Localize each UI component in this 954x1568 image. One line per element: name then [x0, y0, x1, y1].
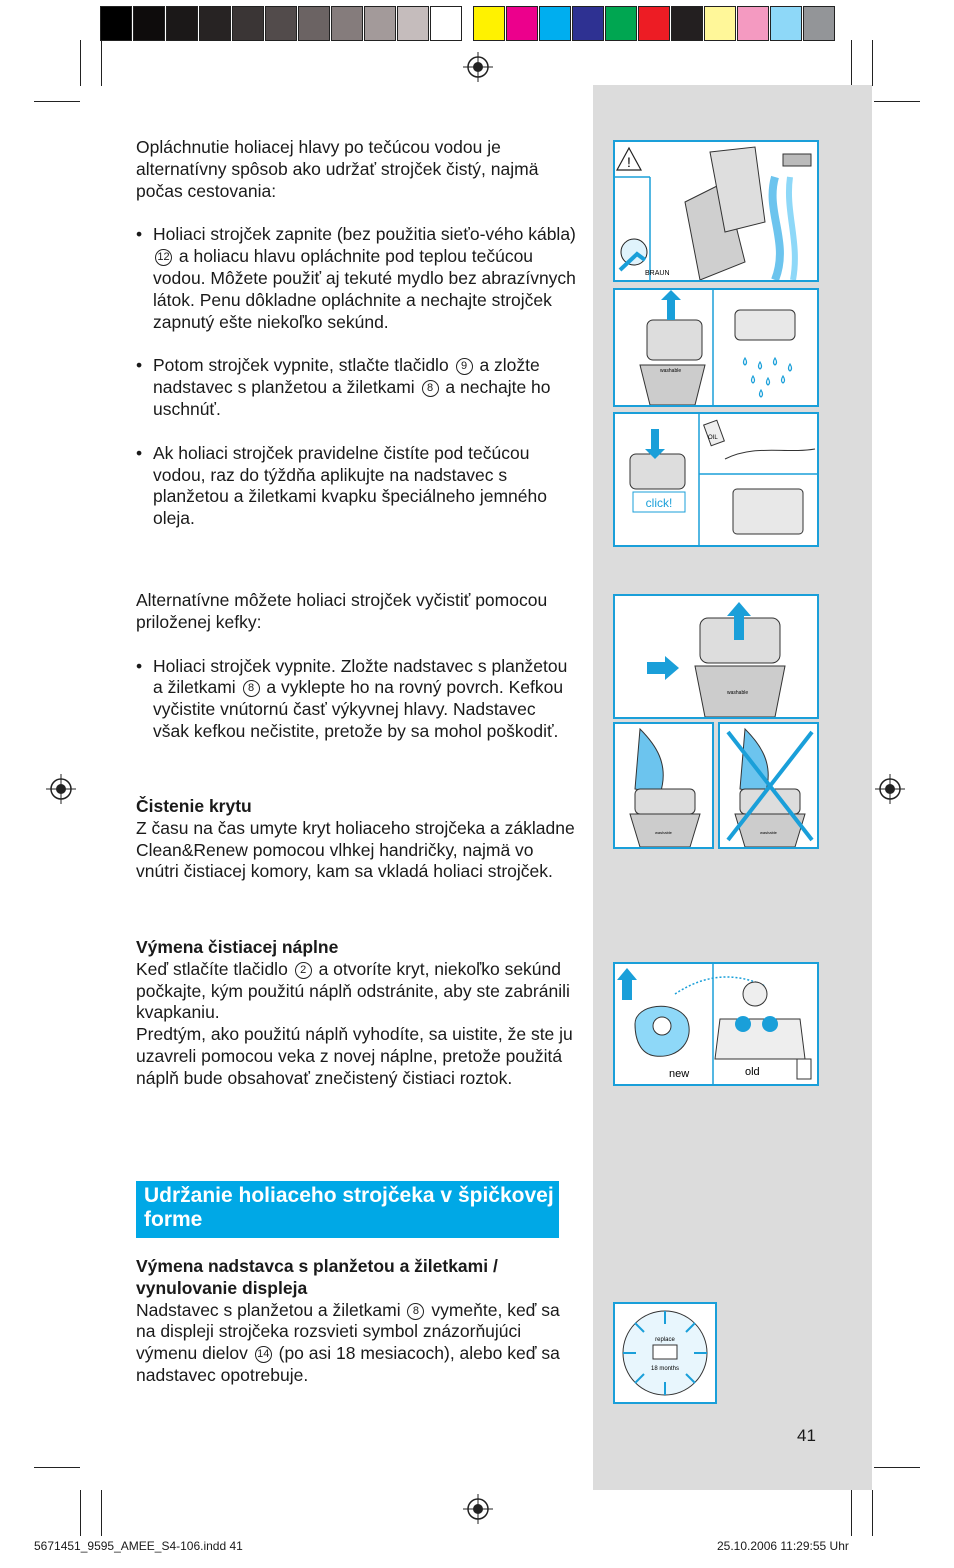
page-number: 41: [797, 1426, 816, 1445]
color-swatch: [265, 6, 297, 41]
replace-title: Výmena nadstavca s planžetou a žiletkami / vynulovanie displeja: [136, 1256, 498, 1298]
cartridge-section: [136, 937, 576, 1090]
replace-text: Nadstavec s planžetou a žiletkami 8 vymeňte, keď sa na displeji strojčeka rozsvieti symbol znázorňujúci výmenu dielov 14 (po asi 18 mesiacoch), alebo keď sa nadstavec opotrebuje.: [136, 1299, 560, 1385]
registration-mark: [875, 774, 905, 804]
brand-label: BRAUN: [645, 270, 670, 277]
color-swatch: [572, 6, 604, 41]
crop-mark: [80, 1490, 81, 1536]
svg-text:!: !: [627, 154, 631, 170]
ref-number: 14: [255, 1346, 272, 1363]
registration-mark: [46, 774, 76, 804]
section-heading-box: [136, 1181, 559, 1238]
color-swatch: [605, 6, 637, 41]
replace-label: replace: [655, 1337, 675, 1343]
section-heading: Udržanie holiaceho strojčeka v špičkovej forme: [144, 1184, 554, 1231]
crop-mark: [874, 101, 920, 102]
ref-number: 8: [243, 680, 260, 697]
registration-mark: [463, 1494, 493, 1524]
color-swatch: [770, 6, 802, 41]
color-swatch: [473, 6, 505, 41]
cartridge-p1: Keď stlačíte tlačidlo 2 a otvoríte kryt, niekoľko sekúnd počkajte, kým použitú náplň odstránite, aby ste zabránili kvapkaniu.: [136, 958, 570, 1023]
housing-text: Z času na čas umyte kryt holiaceho strojčeka a základne Clean&Renew pomocou vlhkej handričky, najmä vo vnútri čistiacej komory, kam sa vkladá holiaci strojček.: [136, 817, 575, 882]
color-swatch: [166, 6, 198, 41]
rinsing-bullet-3: • Ak holiaci strojček pravidelne čistíte pod tečúcou vodou, raz do týždňa aplikujte na nadstavec s planžetou a žiletkami kvapku špeciálneho jemného oleja.: [136, 443, 576, 530]
color-swatch: [638, 6, 670, 41]
brush-bullet-1: • Holiaci strojček vypnite. Zložte nadstavec s planžetou a žiletkami 8 a vyklepte ho na rovný povrch. Kefkou vyčistite vnútornú časť výkyvnej hlavy. Nadstavec však kefkou nečistite, pretože by sa mohol poškodiť.: [136, 656, 576, 743]
figure-remove-foil-dry: [613, 288, 819, 407]
crop-mark: [101, 1490, 102, 1536]
figure-replace-display: [613, 1302, 717, 1404]
rinsing-section: [136, 137, 576, 530]
color-swatch: [364, 6, 396, 41]
color-swatch: [133, 6, 165, 41]
color-swatch: [704, 6, 736, 41]
ref-number: 9: [456, 358, 473, 375]
color-swatch: [506, 6, 538, 41]
crop-mark: [851, 40, 852, 86]
brush-intro: Alternatívne môžete holiaci strojček vyčistiť pomocou priloženej kefky:: [136, 590, 548, 632]
crop-mark: [34, 101, 80, 102]
color-swatch: [232, 6, 264, 41]
rinsing-intro: Opláchnutie holiacej hlavy po tečúcou vodou je alternatívny spôsob ako udržať strojček čistý, najmä počas cestovania:: [136, 137, 539, 201]
rinsing-bullet-1: • Holiaci strojček zapnite (bez použitia sieťo-vého kábla) 12 a holiacu hlavu opláchnite pod teplou tečúcou vodou. Môžete použiť aj tekuté mydlo bez abrazívnych látok. Penu dôkladne opláchnite a nechajte strojček zapnutý ešte niekoľko sekúnd.: [136, 224, 576, 333]
figure-oil-foil: [613, 412, 819, 547]
crop-mark: [872, 1490, 873, 1536]
housing-section: [136, 796, 576, 883]
figure-remove-foil-brush: [613, 594, 819, 719]
color-swatch: [397, 6, 429, 41]
crop-mark: [874, 1467, 920, 1468]
old-label: old: [745, 1066, 760, 1078]
figure-rinse-under-tap: [613, 140, 819, 282]
cartridge-p2: Predtým, ako použitú náplň vyhodíte, sa uistite, že ste ju uzavreli pomocou veka z novej náplne, pretože použitá náplň bude obsahovať znečistený čistiaci roztok.: [136, 1024, 573, 1088]
new-label: new: [669, 1068, 690, 1080]
color-swatch: [298, 6, 330, 41]
ref-number: 8: [422, 380, 439, 397]
crop-mark: [851, 1490, 852, 1536]
registration-mark: [463, 52, 493, 82]
figure-brush-correct: [613, 722, 714, 849]
figure-brush-wrong: [718, 722, 819, 849]
crop-mark: [80, 40, 81, 86]
color-calibration-bar: [100, 6, 836, 41]
color-swatch: [430, 6, 462, 41]
color-swatch: [671, 6, 703, 41]
oil-label: OIL: [708, 435, 718, 441]
crop-mark: [872, 40, 873, 86]
color-swatch: [737, 6, 769, 41]
brush-section: [136, 590, 576, 743]
color-swatch: [331, 6, 363, 41]
washable-label: washable: [727, 690, 749, 696]
color-swatch: [100, 6, 132, 41]
housing-title: Čistenie krytu: [136, 796, 252, 816]
crop-mark: [101, 40, 102, 86]
cartridge-title: Výmena čistiacej náplne: [136, 937, 339, 957]
washable-label: washable: [760, 830, 777, 835]
figure-cartridge-replace: [613, 962, 819, 1086]
color-bar-gap: [463, 6, 473, 41]
color-swatch: [539, 6, 571, 41]
months-label: 18 months: [650, 1366, 680, 1372]
rinsing-bullet-2: • Potom strojček vypnite, stlačte tlačidlo 9 a zložte nadstavec s planžetou a žiletkami 8 a nechajte ho uschnúť.: [136, 355, 576, 420]
replace-section: [136, 1256, 576, 1387]
ref-number: 2: [295, 962, 312, 979]
washable-label: washable: [655, 830, 672, 835]
click-label: click!: [645, 496, 673, 510]
color-swatch: [199, 6, 231, 41]
crop-mark: [34, 1467, 80, 1468]
washable-label: washable: [660, 368, 682, 374]
ref-number: 12: [155, 249, 172, 266]
ref-number: 8: [407, 1303, 424, 1320]
footer-file-info: 5671451_9595_AMEE_S4-106.indd 41: [34, 1539, 243, 1553]
color-swatch: [803, 6, 835, 41]
footer-timestamp: 25.10.2006 11:29:55 Uhr: [717, 1539, 849, 1553]
